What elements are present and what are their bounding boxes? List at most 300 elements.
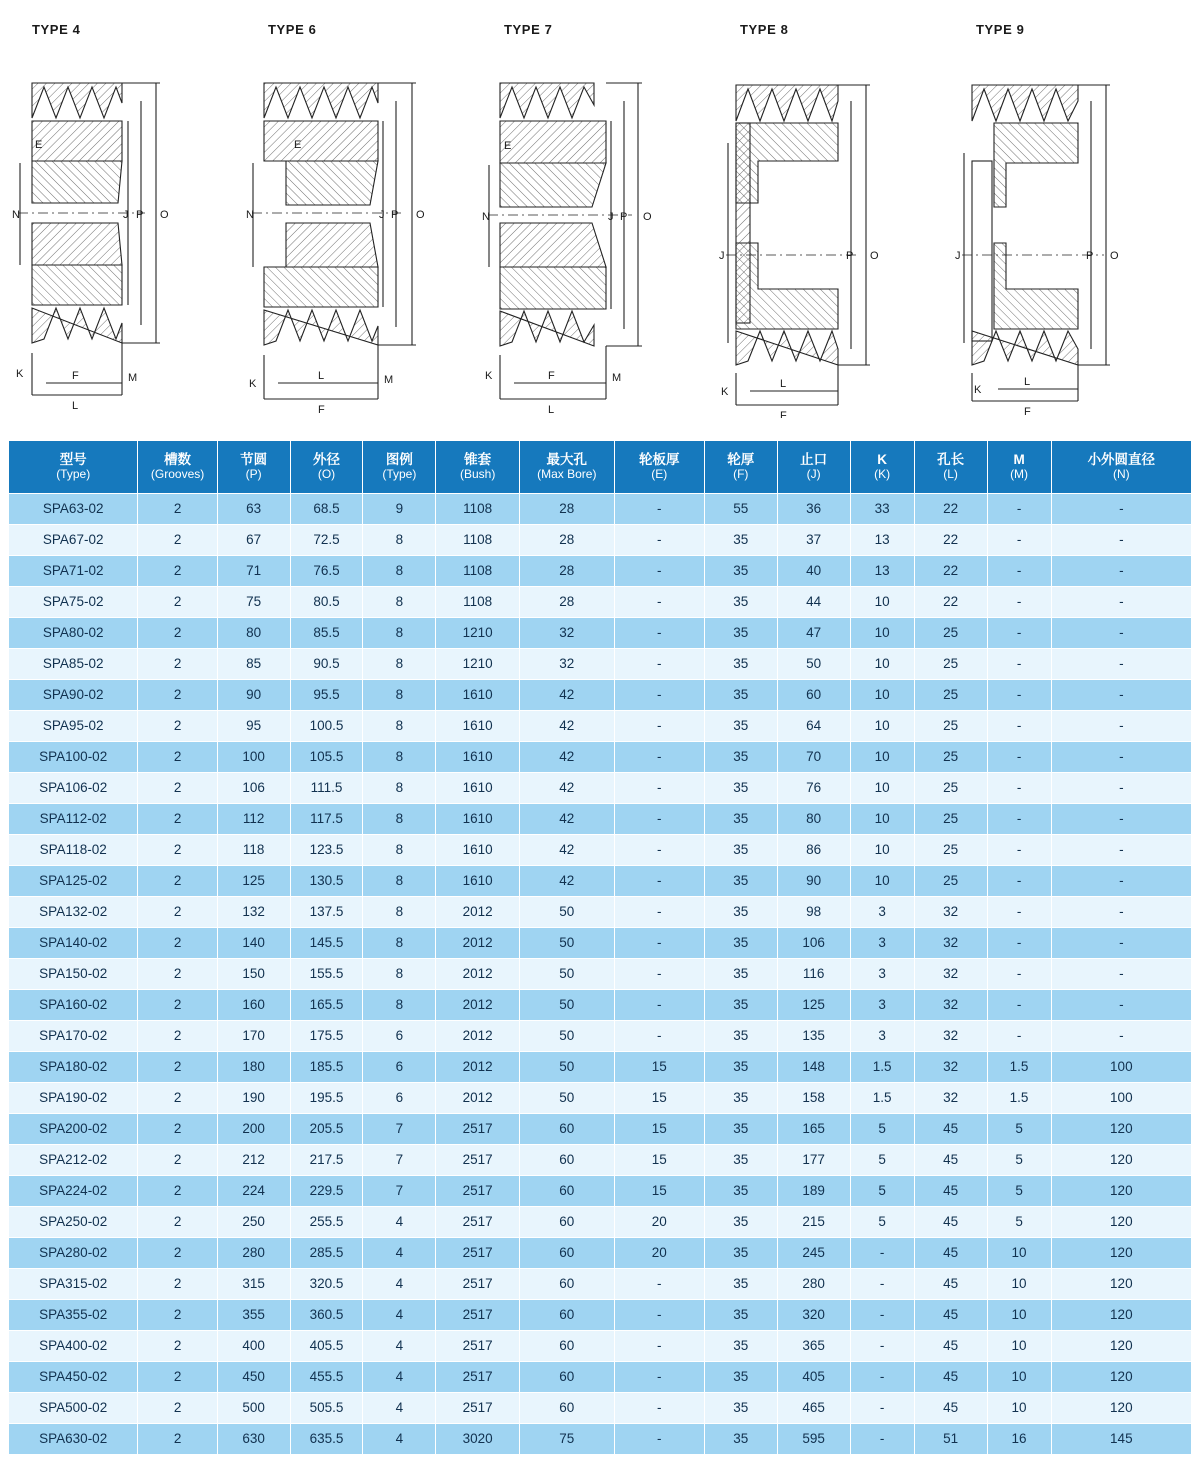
cell-outer: 155.5	[290, 959, 363, 990]
cell-pitch: 180	[217, 1052, 290, 1083]
table-row	[9, 1114, 1192, 1145]
cell-wheel-thickness: 35	[704, 897, 777, 928]
cell-grooves: 2	[138, 587, 217, 618]
table-row	[9, 649, 1192, 680]
cell-max-bore: 28	[520, 525, 615, 556]
cell-m: 10	[987, 1300, 1051, 1331]
cell-k: 5	[850, 1207, 914, 1238]
cell-bore-length: 32	[914, 928, 987, 959]
cell-plate-thickness: -	[614, 835, 704, 866]
cell-grooves: 2	[138, 1114, 217, 1145]
cell-max-bore: 50	[520, 1083, 615, 1114]
cell-bush: 1108	[436, 494, 520, 525]
spec-table-head	[9, 441, 1192, 494]
cell-k: 3	[850, 1021, 914, 1052]
cell-bush: 1108	[436, 587, 520, 618]
header-bush-sub: (Bush)	[459, 467, 496, 482]
cell-plate-thickness: 20	[614, 1207, 704, 1238]
cell-outer: 137.5	[290, 897, 363, 928]
cell-m: -	[987, 556, 1051, 587]
cell-grooves: 2	[138, 1238, 217, 1269]
diagram-label-K: K	[16, 368, 24, 380]
cell-stop: 215	[777, 1207, 850, 1238]
header-bore-length-main: 孔长	[937, 451, 965, 467]
cell-figure: 8	[363, 990, 436, 1021]
header-stop-sub: (J)	[806, 467, 821, 482]
cell-outer: 455.5	[290, 1362, 363, 1393]
cell-small-outer-dia: 120	[1051, 1207, 1191, 1238]
cell-m: 10	[987, 1238, 1051, 1269]
table-row	[9, 1052, 1192, 1083]
cell-m: 5	[987, 1114, 1051, 1145]
cell-stop: 37	[777, 525, 850, 556]
cell-wheel-thickness: 35	[704, 1424, 777, 1455]
cell-pitch: 71	[217, 556, 290, 587]
diagram-label-O: O	[643, 211, 652, 223]
cell-plate-thickness: -	[614, 773, 704, 804]
cell-stop: 47	[777, 618, 850, 649]
cell-small-outer-dia: 120	[1051, 1331, 1191, 1362]
spec-table	[8, 440, 1192, 1455]
table-row	[9, 556, 1192, 587]
cell-type: SPA630-02	[9, 1424, 138, 1455]
table-row	[9, 1207, 1192, 1238]
diagram-label-N: N	[12, 209, 20, 221]
diagram-title-type-8: TYPE 8	[740, 22, 789, 37]
header-max-bore-sub: (Max Bore)	[537, 467, 597, 482]
diagram-type-8	[718, 22, 954, 440]
cell-type: SPA71-02	[9, 556, 138, 587]
cell-bush: 2012	[436, 928, 520, 959]
cell-figure: 9	[363, 494, 436, 525]
cell-type: SPA250-02	[9, 1207, 138, 1238]
cell-pitch: 75	[217, 587, 290, 618]
cell-bore-length: 32	[914, 897, 987, 928]
cell-figure: 8	[363, 959, 436, 990]
cell-pitch: 95	[217, 711, 290, 742]
diagram-svg-type-4	[10, 43, 235, 418]
cell-grooves: 2	[138, 804, 217, 835]
table-row	[9, 1176, 1192, 1207]
cell-stop: 44	[777, 587, 850, 618]
cell-grooves: 2	[138, 649, 217, 680]
cell-wheel-thickness: 35	[704, 1238, 777, 1269]
cell-m: -	[987, 773, 1051, 804]
diagram-title-type-6: TYPE 6	[268, 22, 317, 37]
cell-plate-thickness: 15	[614, 1052, 704, 1083]
cell-stop: 148	[777, 1052, 850, 1083]
cell-bush: 2517	[436, 1393, 520, 1424]
cell-m: 5	[987, 1176, 1051, 1207]
cell-small-outer-dia: 120	[1051, 1269, 1191, 1300]
header-plate-thickness-sub: (E)	[651, 467, 668, 482]
cell-wheel-thickness: 35	[704, 1300, 777, 1331]
cell-outer: 175.5	[290, 1021, 363, 1052]
diagram-label-F: F	[548, 370, 555, 382]
cell-stop: 405	[777, 1362, 850, 1393]
cell-wheel-thickness: 35	[704, 1269, 777, 1300]
cell-stop: 86	[777, 835, 850, 866]
diagram-label-P: P	[846, 250, 854, 262]
cell-stop: 280	[777, 1269, 850, 1300]
cell-pitch: 400	[217, 1331, 290, 1362]
cell-stop: 70	[777, 742, 850, 773]
cell-m: -	[987, 618, 1051, 649]
cell-figure: 8	[363, 897, 436, 928]
diagram-label-M: M	[384, 374, 394, 386]
cell-pitch: 160	[217, 990, 290, 1021]
cell-grooves: 2	[138, 1207, 217, 1238]
cell-bore-length: 25	[914, 742, 987, 773]
header-row	[9, 441, 1192, 494]
cell-outer: 360.5	[290, 1300, 363, 1331]
cell-stop: 177	[777, 1145, 850, 1176]
cell-grooves: 2	[138, 1269, 217, 1300]
cell-plate-thickness: -	[614, 990, 704, 1021]
cell-bore-length: 45	[914, 1331, 987, 1362]
cell-max-bore: 42	[520, 680, 615, 711]
cell-outer: 320.5	[290, 1269, 363, 1300]
cell-k: 10	[850, 711, 914, 742]
header-pitch	[217, 441, 290, 494]
cell-stop: 320	[777, 1300, 850, 1331]
cell-figure: 8	[363, 773, 436, 804]
cell-pitch: 90	[217, 680, 290, 711]
cell-figure: 6	[363, 1052, 436, 1083]
cell-bush: 1610	[436, 773, 520, 804]
cell-k: 33	[850, 494, 914, 525]
table-row	[9, 928, 1192, 959]
cell-small-outer-dia: 120	[1051, 1114, 1191, 1145]
diagram-label-P: P	[620, 211, 628, 223]
cell-figure: 8	[363, 928, 436, 959]
cell-small-outer-dia: 120	[1051, 1176, 1191, 1207]
diagram-label-N: N	[246, 209, 254, 221]
cell-grooves: 2	[138, 1176, 217, 1207]
cell-wheel-thickness: 35	[704, 959, 777, 990]
cell-m: 16	[987, 1424, 1051, 1455]
cell-bore-length: 51	[914, 1424, 987, 1455]
cell-outer: 117.5	[290, 804, 363, 835]
header-type	[9, 441, 138, 494]
cell-figure: 4	[363, 1207, 436, 1238]
spec-table-wrap	[0, 440, 1200, 1467]
cell-type: SPA450-02	[9, 1362, 138, 1393]
cell-wheel-thickness: 35	[704, 1176, 777, 1207]
cell-bush: 2012	[436, 990, 520, 1021]
diagram-type-7	[482, 22, 718, 440]
cell-figure: 4	[363, 1238, 436, 1269]
cell-bush: 2517	[436, 1145, 520, 1176]
cell-k: 1.5	[850, 1083, 914, 1114]
cell-stop: 76	[777, 773, 850, 804]
diagram-label-K: K	[485, 370, 493, 382]
header-stop-main: 止口	[800, 451, 828, 467]
cell-max-bore: 50	[520, 1021, 615, 1052]
cell-m: -	[987, 928, 1051, 959]
cell-grooves: 2	[138, 711, 217, 742]
cell-pitch: 125	[217, 866, 290, 897]
cell-type: SPA106-02	[9, 773, 138, 804]
cell-k: 10	[850, 649, 914, 680]
cell-small-outer-dia: -	[1051, 804, 1191, 835]
header-max-bore-main: 最大孔	[546, 451, 588, 467]
table-row	[9, 711, 1192, 742]
cell-grooves: 2	[138, 1331, 217, 1362]
diagram-label-K: K	[249, 378, 257, 390]
diagram-label-P: P	[136, 209, 144, 221]
header-grooves-sub: (Grooves)	[150, 467, 205, 482]
cell-wheel-thickness: 35	[704, 1021, 777, 1052]
cell-k: 3	[850, 959, 914, 990]
cell-pitch: 85	[217, 649, 290, 680]
table-row	[9, 1424, 1192, 1455]
cell-small-outer-dia: 120	[1051, 1238, 1191, 1269]
cell-bush: 1108	[436, 525, 520, 556]
cell-stop: 50	[777, 649, 850, 680]
cell-pitch: 118	[217, 835, 290, 866]
cell-pitch: 190	[217, 1083, 290, 1114]
cell-wheel-thickness: 35	[704, 1052, 777, 1083]
cell-max-bore: 50	[520, 990, 615, 1021]
cell-bush: 1610	[436, 804, 520, 835]
cell-bush: 2517	[436, 1269, 520, 1300]
cell-small-outer-dia: -	[1051, 773, 1191, 804]
cell-figure: 4	[363, 1300, 436, 1331]
cell-figure: 4	[363, 1424, 436, 1455]
table-row	[9, 742, 1192, 773]
diagram-label-O: O	[160, 209, 169, 221]
cell-outer: 105.5	[290, 742, 363, 773]
cell-bore-length: 45	[914, 1269, 987, 1300]
header-bore-length	[914, 441, 987, 494]
cell-grooves: 2	[138, 928, 217, 959]
cell-pitch: 150	[217, 959, 290, 990]
cell-figure: 7	[363, 1176, 436, 1207]
diagram-title-type-7: TYPE 7	[504, 22, 553, 37]
cell-figure: 4	[363, 1269, 436, 1300]
cell-plate-thickness: -	[614, 1300, 704, 1331]
cell-plate-thickness: -	[614, 618, 704, 649]
table-row	[9, 494, 1192, 525]
cell-small-outer-dia: 100	[1051, 1052, 1191, 1083]
cell-grooves: 2	[138, 1393, 217, 1424]
table-row	[9, 1393, 1192, 1424]
diagram-svg-type-8	[718, 43, 943, 418]
cell-plate-thickness: -	[614, 1393, 704, 1424]
cell-plate-thickness: -	[614, 587, 704, 618]
cell-figure: 8	[363, 742, 436, 773]
cell-plate-thickness: -	[614, 742, 704, 773]
cell-stop: 80	[777, 804, 850, 835]
cell-bore-length: 32	[914, 959, 987, 990]
cell-max-bore: 50	[520, 897, 615, 928]
cell-wheel-thickness: 35	[704, 773, 777, 804]
table-row	[9, 897, 1192, 928]
diagram-label-K: K	[974, 384, 982, 396]
cell-k: -	[850, 1300, 914, 1331]
cell-wheel-thickness: 35	[704, 990, 777, 1021]
cell-wheel-thickness: 35	[704, 742, 777, 773]
diagram-label-L: L	[780, 378, 787, 390]
cell-m: -	[987, 680, 1051, 711]
cell-k: 10	[850, 618, 914, 649]
cell-bore-length: 32	[914, 1083, 987, 1114]
cell-grooves: 2	[138, 1300, 217, 1331]
cell-wheel-thickness: 35	[704, 525, 777, 556]
header-wheel-thickness	[704, 441, 777, 494]
cell-stop: 98	[777, 897, 850, 928]
cell-grooves: 2	[138, 866, 217, 897]
cell-outer: 111.5	[290, 773, 363, 804]
cell-bore-length: 32	[914, 1052, 987, 1083]
cell-outer: 229.5	[290, 1176, 363, 1207]
cell-max-bore: 50	[520, 959, 615, 990]
cell-plate-thickness: -	[614, 494, 704, 525]
cell-small-outer-dia: 120	[1051, 1362, 1191, 1393]
table-row	[9, 1331, 1192, 1362]
cell-stop: 36	[777, 494, 850, 525]
cell-plate-thickness: 15	[614, 1145, 704, 1176]
cell-type: SPA200-02	[9, 1114, 138, 1145]
cell-stop: 135	[777, 1021, 850, 1052]
header-type-sub: (Type)	[56, 467, 91, 482]
cell-k: 5	[850, 1114, 914, 1145]
cell-type: SPA170-02	[9, 1021, 138, 1052]
cell-bush: 2517	[436, 1114, 520, 1145]
cell-stop: 165	[777, 1114, 850, 1145]
header-k	[850, 441, 914, 494]
cell-max-bore: 32	[520, 649, 615, 680]
table-row	[9, 866, 1192, 897]
diagram-label-O: O	[1110, 250, 1119, 262]
cell-m: -	[987, 1021, 1051, 1052]
cell-grooves: 2	[138, 1362, 217, 1393]
cell-k: 3	[850, 928, 914, 959]
cell-type: SPA224-02	[9, 1176, 138, 1207]
cell-max-bore: 42	[520, 835, 615, 866]
cell-m: 10	[987, 1269, 1051, 1300]
cell-stop: 158	[777, 1083, 850, 1114]
cell-outer: 205.5	[290, 1114, 363, 1145]
cell-pitch: 280	[217, 1238, 290, 1269]
cell-m: -	[987, 742, 1051, 773]
table-row	[9, 773, 1192, 804]
cell-type: SPA400-02	[9, 1331, 138, 1362]
cell-type: SPA75-02	[9, 587, 138, 618]
cell-bush: 1610	[436, 680, 520, 711]
header-wheel-thickness-main: 轮厚	[727, 451, 755, 467]
cell-wheel-thickness: 35	[704, 866, 777, 897]
header-bush	[436, 441, 520, 494]
cell-figure: 4	[363, 1393, 436, 1424]
cell-m: -	[987, 649, 1051, 680]
cell-k: 10	[850, 680, 914, 711]
cell-small-outer-dia: -	[1051, 556, 1191, 587]
cell-outer: 90.5	[290, 649, 363, 680]
table-row	[9, 1238, 1192, 1269]
cell-m: 10	[987, 1331, 1051, 1362]
cell-bush: 2012	[436, 959, 520, 990]
header-type-main: 型号	[59, 451, 87, 467]
cell-k: -	[850, 1269, 914, 1300]
cell-k: 5	[850, 1176, 914, 1207]
cell-bush: 2517	[436, 1300, 520, 1331]
diagram-svg-type-7	[482, 43, 707, 418]
diagram-label-P: P	[1086, 250, 1094, 262]
cell-max-bore: 28	[520, 587, 615, 618]
cell-stop: 106	[777, 928, 850, 959]
header-small-outer-dia-main: 小外圆直径	[1087, 451, 1156, 467]
cell-pitch: 500	[217, 1393, 290, 1424]
cell-figure: 8	[363, 711, 436, 742]
header-grooves	[138, 441, 217, 494]
cell-small-outer-dia: -	[1051, 525, 1191, 556]
cell-max-bore: 42	[520, 866, 615, 897]
cell-outer: 130.5	[290, 866, 363, 897]
diagram-label-F: F	[318, 404, 325, 416]
cell-max-bore: 60	[520, 1362, 615, 1393]
cell-max-bore: 32	[520, 618, 615, 649]
cell-figure: 8	[363, 866, 436, 897]
cell-bore-length: 32	[914, 1021, 987, 1052]
cell-plate-thickness: -	[614, 1362, 704, 1393]
cell-k: -	[850, 1238, 914, 1269]
cell-outer: 635.5	[290, 1424, 363, 1455]
diagram-label-M: M	[128, 372, 138, 384]
cell-bore-length: 45	[914, 1207, 987, 1238]
cell-plate-thickness: 15	[614, 1114, 704, 1145]
cell-outer: 76.5	[290, 556, 363, 587]
cell-bush: 3020	[436, 1424, 520, 1455]
cell-bore-length: 45	[914, 1238, 987, 1269]
spec-table-body	[9, 494, 1192, 1455]
cell-bore-length: 25	[914, 711, 987, 742]
cell-pitch: 212	[217, 1145, 290, 1176]
cell-grooves: 2	[138, 990, 217, 1021]
diagram-label-E: E	[35, 139, 43, 151]
cell-wheel-thickness: 35	[704, 1083, 777, 1114]
header-outer-sub: (O)	[317, 467, 336, 482]
cell-pitch: 355	[217, 1300, 290, 1331]
cell-outer: 123.5	[290, 835, 363, 866]
cell-max-bore: 50	[520, 928, 615, 959]
cell-small-outer-dia: -	[1051, 742, 1191, 773]
cell-outer: 255.5	[290, 1207, 363, 1238]
cell-plate-thickness: 15	[614, 1176, 704, 1207]
cell-grooves: 2	[138, 525, 217, 556]
cell-grooves: 2	[138, 556, 217, 587]
cell-k: 1.5	[850, 1052, 914, 1083]
cell-plate-thickness: -	[614, 1269, 704, 1300]
cell-max-bore: 60	[520, 1176, 615, 1207]
diagram-label-L: L	[318, 370, 325, 382]
cell-wheel-thickness: 55	[704, 494, 777, 525]
cell-plate-thickness: -	[614, 711, 704, 742]
table-row	[9, 1021, 1192, 1052]
cell-pitch: 450	[217, 1362, 290, 1393]
cell-wheel-thickness: 35	[704, 1145, 777, 1176]
cell-bush: 2517	[436, 1331, 520, 1362]
diagram-svg-type-9	[954, 43, 1179, 418]
cell-bush: 1610	[436, 742, 520, 773]
cell-m: 10	[987, 1362, 1051, 1393]
cell-type: SPA500-02	[9, 1393, 138, 1424]
diagram-label-J: J	[379, 209, 385, 221]
cell-outer: 165.5	[290, 990, 363, 1021]
table-row	[9, 1300, 1192, 1331]
cell-wheel-thickness: 35	[704, 711, 777, 742]
